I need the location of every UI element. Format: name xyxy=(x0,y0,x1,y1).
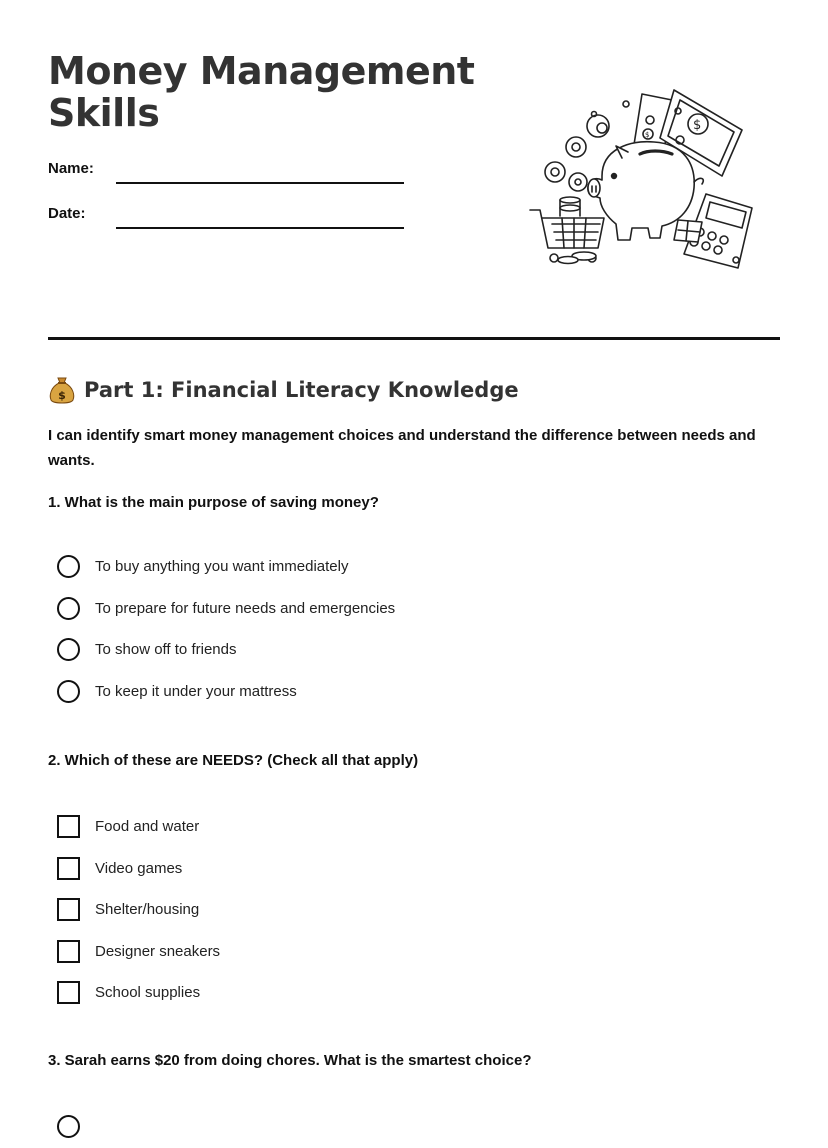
part1-heading-text: Part 1: Financial Literacy Knowledge xyxy=(84,378,519,402)
date-line[interactable] xyxy=(116,227,404,229)
answer-option[interactable] xyxy=(57,629,395,671)
page-title xyxy=(48,50,474,134)
piggy-bank-illustration xyxy=(524,84,756,270)
question-2: 2. Which of these are NEEDS? (Check all that apply) xyxy=(48,752,419,769)
answer-option[interactable] xyxy=(57,806,220,848)
checkbox[interactable] xyxy=(57,815,80,838)
title-line-1: Money Management xyxy=(48,49,475,93)
option-label: Video games xyxy=(95,859,183,877)
radio-button[interactable] xyxy=(57,597,80,620)
answer-option[interactable] xyxy=(57,1106,95,1148)
answer-option[interactable] xyxy=(57,972,220,1014)
option-label: To buy anything you want immediately xyxy=(95,558,349,576)
question-3-options xyxy=(57,1106,95,1148)
answer-option[interactable] xyxy=(57,889,220,931)
radio-button[interactable] xyxy=(57,638,80,661)
checkbox[interactable] xyxy=(57,940,80,963)
question-3: 3. Sarah earns $20 from doing chores. What is the smartest choice? xyxy=(48,1052,532,1069)
option-label: Designer sneakers xyxy=(95,942,221,960)
option-label: Shelter/housing xyxy=(95,901,200,919)
radio-button[interactable] xyxy=(57,555,80,578)
answer-option[interactable] xyxy=(57,931,220,973)
name-line[interactable] xyxy=(116,182,404,184)
answer-option[interactable] xyxy=(57,588,395,630)
question-2-options xyxy=(57,806,220,1014)
date-label: Date: xyxy=(48,205,86,222)
svg-text:$: $ xyxy=(58,389,66,402)
money-bag-icon xyxy=(48,375,76,405)
option-label: To prepare for future needs and emergencies xyxy=(95,599,396,617)
svg-text:$: $ xyxy=(693,118,702,133)
question-1: 1. What is the main purpose of saving money? xyxy=(48,494,379,511)
option-label: School supplies xyxy=(95,984,201,1002)
name-field[interactable] xyxy=(48,160,408,184)
answer-option[interactable] xyxy=(57,546,395,588)
answer-option[interactable] xyxy=(57,848,220,890)
option-label: To keep it under your mattress xyxy=(95,682,297,700)
name-label: Name: xyxy=(48,160,94,177)
svg-text:$: $ xyxy=(645,131,650,139)
option-label: To show off to friends xyxy=(95,641,237,659)
checkbox[interactable] xyxy=(57,981,80,1004)
checkbox[interactable] xyxy=(57,857,80,880)
radio-button[interactable] xyxy=(57,680,80,703)
date-field[interactable] xyxy=(48,205,408,229)
checkbox[interactable] xyxy=(57,898,80,921)
learning-objective: I can identify smart money management choices and understand the difference between needs and wants. xyxy=(48,427,756,469)
radio-button[interactable] xyxy=(57,1115,80,1138)
answer-option[interactable] xyxy=(57,671,395,713)
title-line-2: Skills xyxy=(48,91,160,135)
part1-heading xyxy=(48,374,519,406)
section-divider xyxy=(48,337,780,340)
option-label: Food and water xyxy=(95,818,200,836)
shopping-cart-icon xyxy=(530,197,604,264)
question-1-options xyxy=(57,546,395,712)
